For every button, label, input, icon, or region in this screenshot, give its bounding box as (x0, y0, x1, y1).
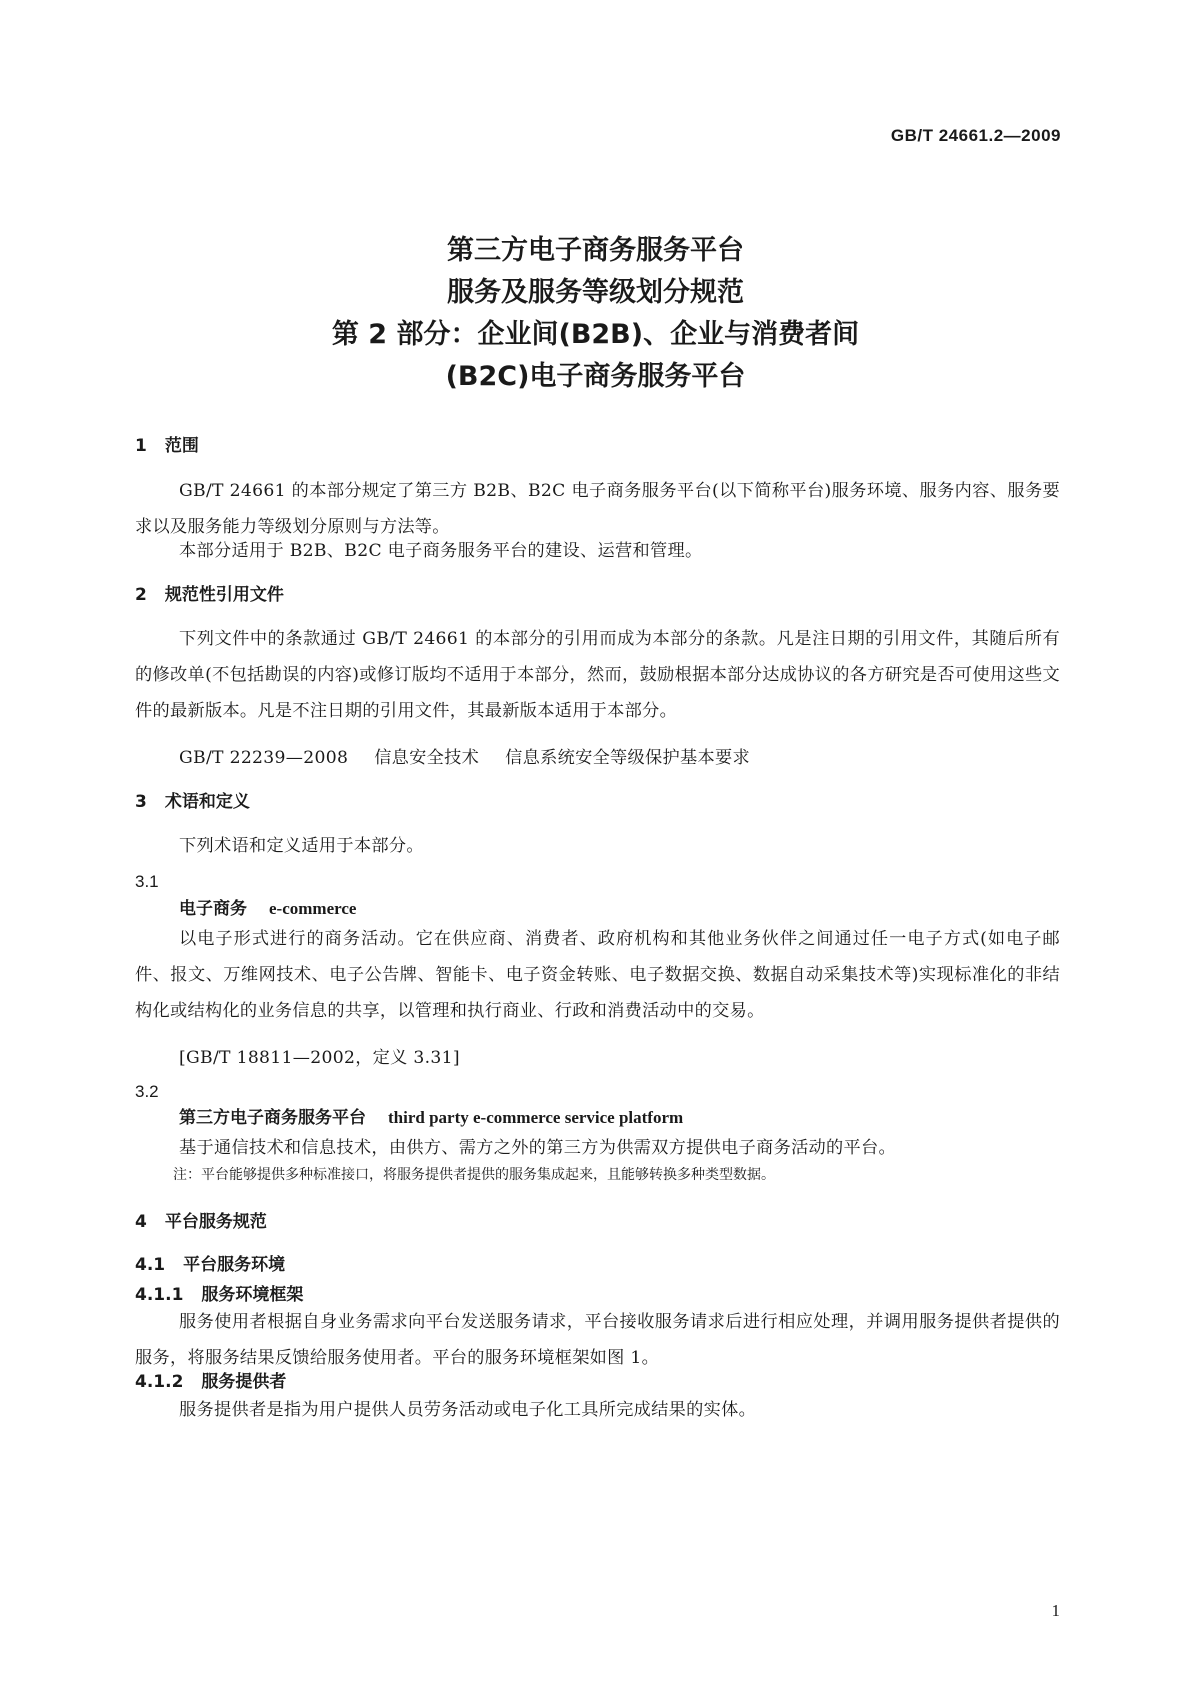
document-title (0, 230, 1191, 398)
section-3-intro: 下列术语和定义适用于本部分。 (179, 836, 424, 856)
section-4-1-2-heading (135, 1370, 1060, 1394)
page-number: 1 (1051, 1601, 1060, 1620)
term-1-definition: 以电子形式进行的商务活动。它在供应商、消费者、政府机构和其他业务伙伴之间通过任一电子方式(如电子邮件、报文、万维网技术、电子公告牌、智能卡、电子资金转账、电子数据交换、数据自动采集技术等)实现标准化的非结构化或结构化的业务信息的共享，以管理和执行商业、行政和消费活动中的交易。 (135, 929, 1060, 1021)
title-line-3: 第 2 部分：企业间(B2B)、企业与消费者间 (331, 319, 860, 350)
normative-reference (135, 740, 1104, 776)
section-1-heading (135, 434, 1060, 458)
section-number: 4.1.2 (135, 1372, 184, 1392)
section-number: 2 (135, 585, 147, 605)
term-en: e-commerce (269, 899, 357, 918)
term-1-source: [GB/T 18811—2002，定义 3.31] (179, 1048, 460, 1068)
section-title: 平台服务环境 (183, 1255, 286, 1275)
section-title: 规范性引用文件 (164, 585, 284, 605)
section-1-paragraph-1: GB/T 24661 的本部分规定了第三方 B2B、B2C 电子商务服务平台(以下简称平台)服务环境、服务内容、服务要求以及服务能力等级划分原则与方法等。 (135, 481, 1060, 537)
section-1-paragraph-2: 本部分适用于 B2B、B2C 电子商务服务平台的建设、运营和管理。 (179, 541, 703, 561)
term-1-name (135, 897, 1104, 921)
term-2-definition: 基于通信技术和信息技术，由供方、需方之外的第三方为供需双方提供电子商务活动的平台。 (179, 1138, 896, 1158)
section-title: 平台服务规范 (164, 1212, 267, 1232)
section-title: 服务提供者 (201, 1372, 287, 1392)
reference-code: GB/T 22239—2008 (179, 748, 349, 768)
section-title: 范围 (164, 436, 199, 456)
reference-title-part-1: 信息安全技术 (374, 748, 480, 768)
title-line-4: (B2C)电子商务服务平台 (445, 361, 746, 392)
section-3-heading (135, 790, 1060, 814)
section-title: 服务环境框架 (201, 1285, 304, 1305)
title-line-1: 第三方电子商务服务平台 (447, 235, 744, 266)
term-2-number: 3.2 (135, 1082, 159, 1101)
term-2-name (135, 1106, 1104, 1130)
section-number: 4.1 (135, 1255, 166, 1275)
section-number: 4 (135, 1212, 147, 1232)
section-4-1-2-paragraph: 服务提供者是指为用户提供人员劳务活动或电子化工具所完成结果的实体。 (179, 1400, 757, 1420)
standard-number: GB/T 24661.2—2009 (890, 126, 1061, 145)
section-2-paragraph-1: 下列文件中的条款通过 GB/T 24661 的本部分的引用而成为本部分的条款。凡是注日期的引用文件，其随后所有的修改单(不包括勘误的内容)或修订版均不适用于本部分，然而，鼓励根据本部分达成协议的各方研究是否可使用这些文件的最新版本。凡是不注日期的引用文件，其最新版本适用于本部分。 (135, 629, 1060, 721)
section-4-heading (135, 1210, 1060, 1234)
section-number: 3 (135, 792, 147, 812)
section-title: 术语和定义 (164, 792, 250, 812)
section-number: 1 (135, 436, 147, 456)
term-zh: 电子商务 (179, 899, 247, 919)
term-en: third party e-commerce service platform (388, 1108, 684, 1127)
term-1-number: 3.1 (135, 872, 159, 891)
section-number: 4.1.1 (135, 1285, 184, 1305)
reference-title-part-2: 信息系统安全等级保护基本要求 (505, 748, 750, 768)
term-2-note: 注：平台能够提供多种标准接口，将服务提供者提供的服务集成起来，且能够转换多种类型数据。 (173, 1167, 775, 1183)
section-4-1-heading (135, 1253, 1060, 1277)
section-2-heading (135, 583, 1060, 607)
term-zh: 第三方电子商务服务平台 (179, 1108, 366, 1128)
section-4-1-1-paragraph: 服务使用者根据自身业务需求向平台发送服务请求，平台接收服务请求后进行相应处理，并调用服务提供者提供的服务，将服务结果反馈给服务使用者。平台的服务环境框架如图 1。 (135, 1312, 1060, 1368)
title-line-2: 服务及服务等级划分规范 (447, 277, 744, 308)
